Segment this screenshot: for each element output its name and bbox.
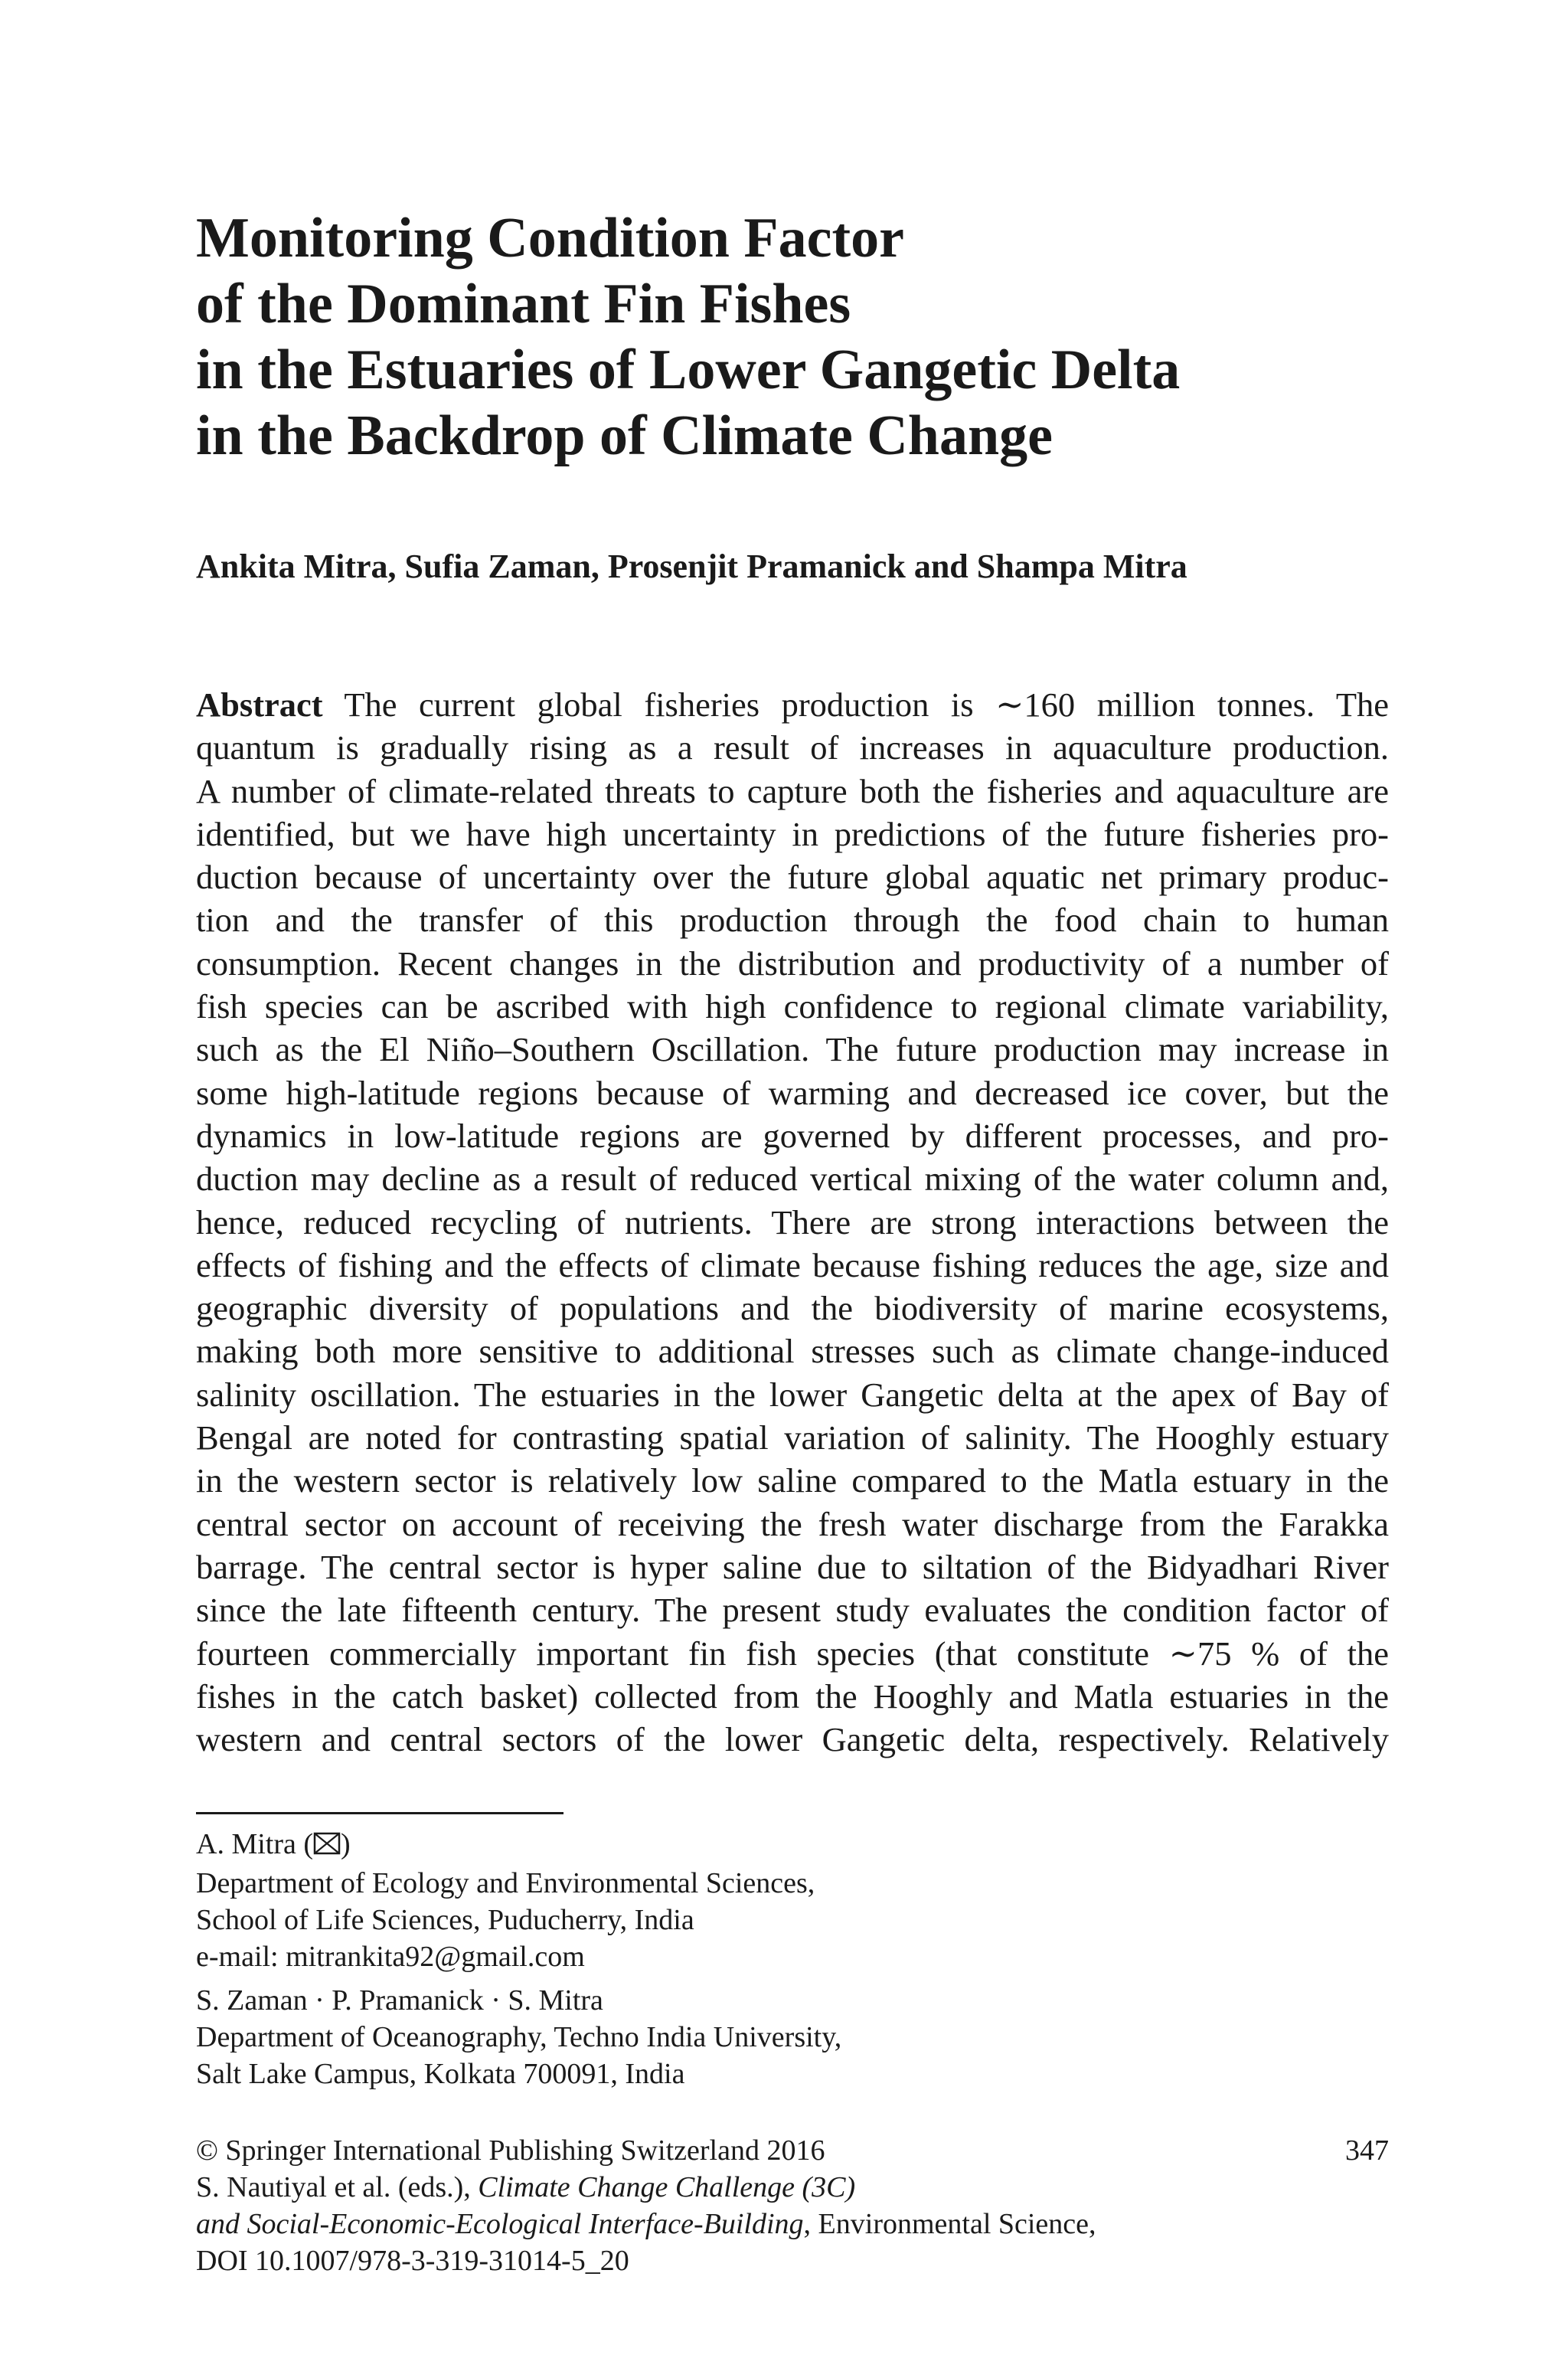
abstract-line: since the late fifteenth century. The present study evaluates the condition factor of xyxy=(196,1591,1389,1630)
title-line: Monitoring Condition Factor xyxy=(196,207,904,270)
page-number: 347 xyxy=(1345,2134,1389,2167)
affiliation-line: Department of Ecology and Environmental Sciences, xyxy=(196,1867,815,1899)
affiliation-line: Salt Lake Campus, Kolkata 700091, India xyxy=(196,2058,685,2090)
affiliation-line: Department of Oceanography, Techno India University, xyxy=(196,2021,842,2053)
doi[interactable]: DOI 10.1007/978-3-319-31014-5_20 xyxy=(196,2245,629,2277)
series-name: , Environmental Science, xyxy=(803,2208,1096,2240)
abstract-line: such as the El Niño–Southern Oscillation. The future production may increase in xyxy=(196,1030,1389,1069)
author-email[interactable]: e-mail: mitrankita92@gmail.com xyxy=(196,1941,585,1973)
title-line: in the Estuaries of Lower Gangetic Delta xyxy=(196,339,1181,401)
corresponding-author-name: A. Mitra ( xyxy=(196,1828,314,1860)
affiliation-name-line xyxy=(196,1826,1389,1865)
book-title: and Social-Economic-Ecological Interface-Building xyxy=(196,2208,804,2240)
citation-line xyxy=(196,2169,1389,2206)
abstract-line: quantum is gradually rising as a result of increases in aquaculture production. xyxy=(196,728,1389,767)
corresponding-author-close: ) xyxy=(341,1828,351,1860)
abstract-line: duction may decline as a result of reduced vertical mixing of the water column and, xyxy=(196,1160,1389,1199)
affiliation-corresponding-author xyxy=(196,1826,1389,1975)
footnote-divider xyxy=(196,1812,564,1814)
abstract-line: A number of climate-related threats to capture both the fisheries and aquaculture are xyxy=(196,771,1389,810)
abstract-line: salinity oscillation. The estuaries in the lower Gangetic delta at the apex of Bay of xyxy=(196,1375,1389,1414)
abstract-line: geographic diversity of populations and the biodiversity of marine ecosystems, xyxy=(196,1289,1389,1328)
abstract-line: hence, reduced recycling of nutrients. There are strong interactions between the xyxy=(196,1202,1389,1241)
abstract-line: western and central sectors of the lower Gangetic delta, respectively. Relatively xyxy=(196,1720,1389,1759)
abstract-line: dynamics in low-latitude regions are governed by different processes, and pro- xyxy=(196,1116,1389,1155)
abstract-line: central sector on account of receiving the fresh water discharge from the Farakka xyxy=(196,1504,1389,1543)
abstract-line: fourteen commercially important fin fish species (that constitute ∼75 % of the xyxy=(196,1634,1389,1673)
abstract xyxy=(196,683,1389,1761)
citation-line xyxy=(196,2206,1389,2242)
editors: S. Nautiyal et al. (eds.), xyxy=(196,2171,471,2203)
abstract-line: barrage. The central sector is hyper saline due to siltation of the Bidyadhari River xyxy=(196,1547,1389,1586)
abstract-line: duction because of uncertainty over the future global aquatic net primary produc- xyxy=(196,858,1389,897)
abstract-line: some high-latitude regions because of warming and decreased ice cover, but the xyxy=(196,1073,1389,1112)
affiliation-coauthors xyxy=(196,1982,1389,2092)
abstract-line: fishes in the catch basket) collected from the Hooghly and Matla estuaries in the xyxy=(196,1676,1389,1716)
copyright-block xyxy=(196,2132,1389,2279)
title-line: of the Dominant Fin Fishes xyxy=(196,273,851,335)
abstract-label: Abstract xyxy=(196,685,323,724)
affiliation-line: School of Life Sciences, Puducherry, India xyxy=(196,1904,694,1936)
abstract-line: consumption. Recent changes in the distribution and productivity of a number of xyxy=(196,944,1389,983)
abstract-line: tion and the transfer of this production through the food chain to human xyxy=(196,901,1389,940)
abstract-line xyxy=(196,683,1389,726)
coauthor-names: S. Zaman · P. Pramanick · S. Mitra xyxy=(196,1984,603,2017)
book-title: Climate Change Challenge (3C) xyxy=(478,2171,856,2203)
abstract-line: effects of fishing and the effects of climate because fishing reduces the age, size and xyxy=(196,1245,1389,1284)
title-line: in the Backdrop of Climate Change xyxy=(196,404,1053,467)
abstract-line: identified, but we have high uncertainty in predictions of the future fisheries pro- xyxy=(196,814,1389,853)
abstract-line: fish species can be ascribed with high confidence to regional climate variability, xyxy=(196,987,1389,1026)
abstract-line: Bengal are noted for contrasting spatial variation of salinity. The Hooghly estuary xyxy=(196,1418,1389,1457)
copyright-line: © Springer International Publishing Switzerland 2016 xyxy=(196,2134,825,2167)
abstract-text: The current global fisheries production is ∼160 million tonnes. The xyxy=(344,685,1390,724)
abstract-line: in the western sector is relatively low saline compared to the Matla estuary in the xyxy=(196,1461,1389,1500)
author-list: Ankita Mitra, Sufia Zaman, Prosenjit Pramanick and Shampa Mitra xyxy=(196,548,1187,585)
abstract-line: making both more sensitive to additional stresses such as climate change-induced xyxy=(196,1332,1389,1371)
envelope-icon[interactable] xyxy=(313,1828,341,1865)
paper-title xyxy=(196,205,1389,469)
